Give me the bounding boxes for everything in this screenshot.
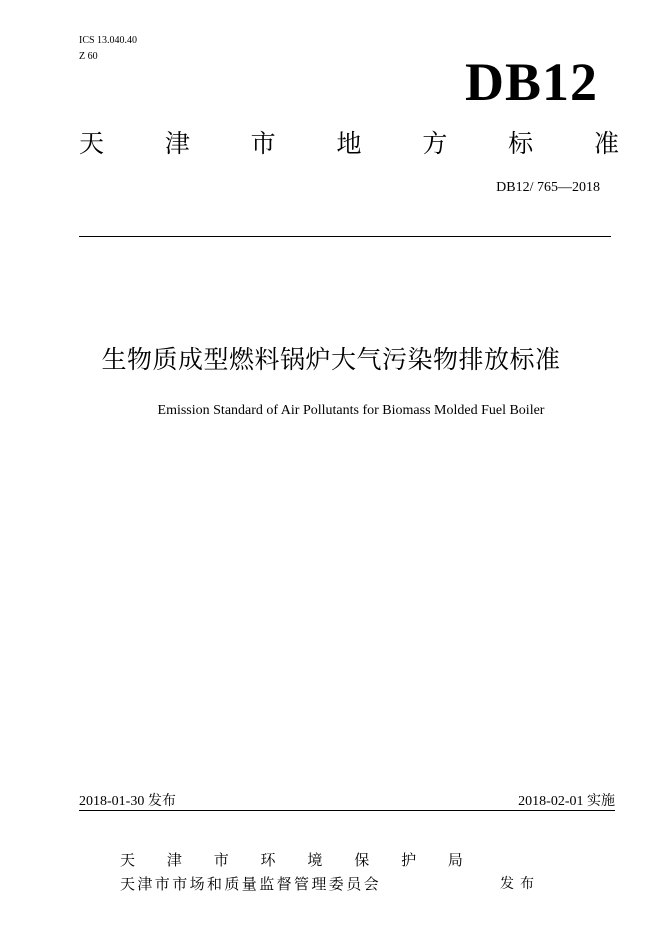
standard-type-char: 津 [164, 129, 190, 158]
issue-date: 2018-01-30 发布 [79, 794, 176, 809]
standard-type-char: 市 [250, 129, 276, 158]
issuer-char: 境 [307, 851, 323, 869]
issuer-char: 环 [260, 851, 276, 869]
standard-type-heading [79, 128, 619, 160]
ics-code: ICS 13.040.40 [79, 35, 138, 46]
publish-label: 发布 [500, 876, 540, 892]
top-divider [79, 236, 611, 237]
standard-number: DB12/ 765—2018 [496, 180, 600, 195]
document-title-zh: 生物质成型燃料锅炉大气污染物排放标准 [101, 345, 561, 374]
bottom-divider [79, 810, 615, 811]
issuer-char: 天 [120, 851, 136, 869]
standard-logo: DB12 [464, 52, 598, 112]
standard-type-char: 方 [422, 129, 448, 158]
issuer-char: 保 [354, 851, 370, 869]
standard-type-char: 标 [508, 129, 534, 158]
standard-type-char: 地 [336, 129, 362, 158]
issuer-line-1 [120, 850, 463, 870]
standard-type-char: 准 [593, 129, 619, 158]
issuer-char: 市 [213, 851, 229, 869]
issuer-char: 局 [447, 851, 463, 869]
standard-type-char: 天 [79, 129, 105, 158]
implementation-date: 2018-02-01 实施 [518, 794, 615, 809]
ccs-code: Z 60 [79, 51, 98, 62]
document-title-en: Emission Standard of Air Pollutants for Biomass Molded Fuel Boiler [157, 403, 545, 418]
issuer-char: 护 [401, 851, 417, 869]
issuer-line-2: 天津市市场和质量监督管理委员会 [120, 875, 382, 893]
issuer-char: 津 [166, 851, 182, 869]
